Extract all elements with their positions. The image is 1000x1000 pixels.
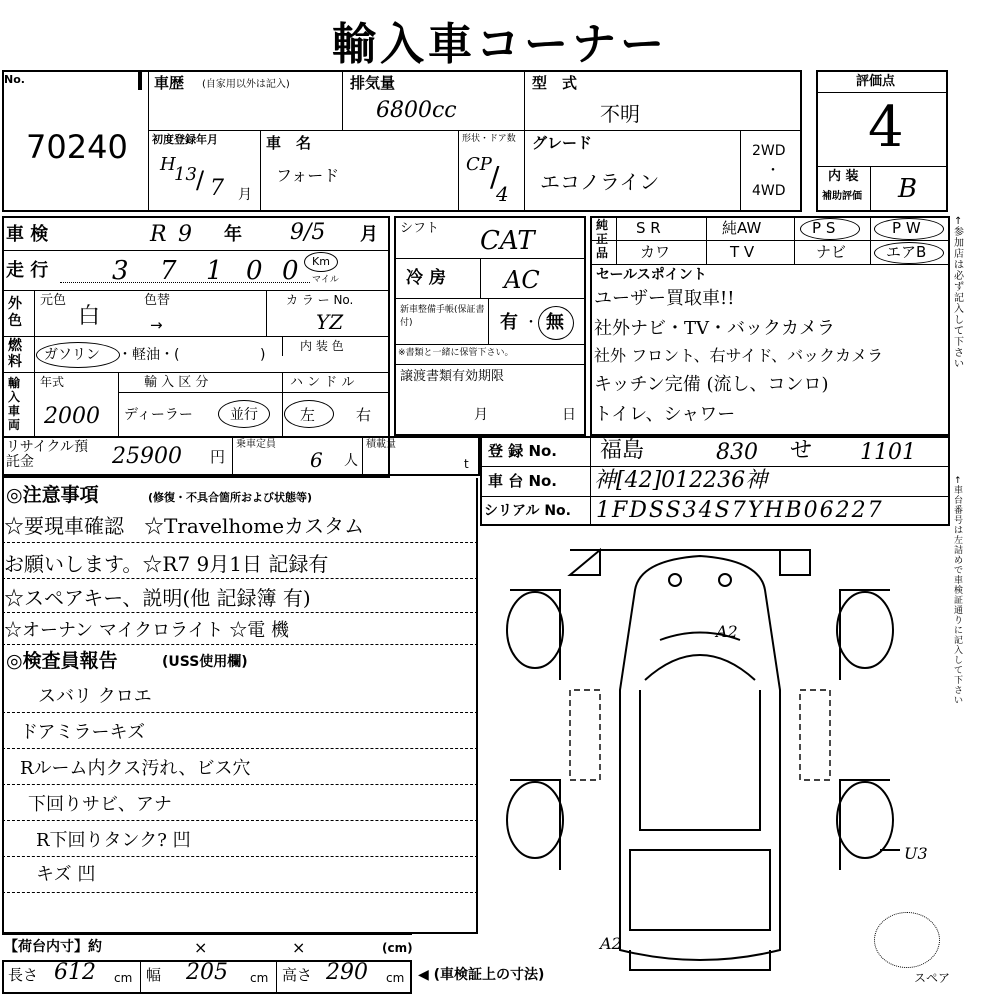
- fuel-close: ): [260, 347, 266, 363]
- inspector-line: ドアミラーキズ: [20, 722, 146, 743]
- right-side-note-bottom: ↑ 車台番号は左詰めで車検証通りに記入して下さい: [954, 476, 964, 706]
- transfer-label: 譲渡書類有効期限: [400, 369, 505, 384]
- inspector-line: Rルーム内クス汚れ、ビス穴: [20, 758, 251, 779]
- right-side-note-top: ↑ 参加店は必ず記入して下さい: [954, 216, 964, 370]
- grade-label: グレード: [532, 134, 593, 152]
- serial-value: 1FDSS34S7YHB06227: [596, 498, 884, 523]
- lot-number: 70240: [26, 128, 128, 166]
- grade-value: エコノライン: [540, 170, 660, 194]
- mileage-digit: 0: [282, 256, 299, 286]
- cargo-x2: ×: [292, 938, 306, 957]
- car-name-value: フォード: [276, 166, 340, 185]
- first-reg-year: 13: [174, 164, 197, 185]
- inspection-year-unit: 年: [224, 224, 242, 245]
- height-label: 高さ: [282, 966, 313, 984]
- chassis-value: 神[42]012236神: [594, 468, 768, 493]
- aux-eval-label: 補助評価: [822, 191, 862, 202]
- inspector-line: スバリ クロエ: [38, 686, 152, 707]
- shape-doors-label: 形状・ドア数: [462, 134, 516, 144]
- serial-label: シリアル No.: [484, 503, 571, 519]
- displacement-value: 6800cc: [376, 98, 457, 123]
- damage-mark: A2: [716, 622, 738, 641]
- original-color-label: 元色: [40, 293, 67, 308]
- spare-label: スペア: [914, 971, 951, 985]
- model-year-label: 年式: [40, 375, 65, 389]
- dims-note: ◀ (車検証上の寸法): [418, 967, 545, 983]
- inspector-line: 下回りサビ、アナ: [28, 794, 172, 815]
- inspection-month-unit: 月: [360, 224, 378, 245]
- first-reg-month-unit: 月: [238, 187, 252, 203]
- sales-line: 社外 フロント、右サイド、バックカメラ: [594, 346, 884, 365]
- load-label: 積載量: [366, 439, 396, 450]
- mileage-label: 走 行: [6, 260, 49, 281]
- height-unit: cm: [386, 971, 405, 985]
- aircon-value: AC: [504, 266, 540, 294]
- equipment-side-label: 純正品: [596, 218, 609, 260]
- cargo-unit: (cm): [382, 941, 413, 955]
- transfer-day: 日: [562, 407, 576, 423]
- exterior-color-side-label: 外色: [8, 296, 22, 329]
- spare-circle: [874, 912, 940, 968]
- note-line: ☆オーナン マイクロライト ☆電 機: [4, 620, 290, 641]
- capacity-label: 乗車定員: [236, 439, 276, 450]
- sales-line: キッチン完備 (流し、コンロ): [594, 374, 829, 395]
- registration-number: 1101: [860, 440, 916, 465]
- cargo-x1: ×: [194, 938, 208, 957]
- import-class-label: 輸 入 区 分: [144, 375, 209, 390]
- sales-line: 社外ナビ・TV・バックカメラ: [594, 318, 836, 339]
- length-value: 612: [54, 960, 96, 985]
- registration-label: 登 録 No.: [488, 442, 558, 460]
- registration-class: 830: [716, 440, 758, 465]
- color-change-label: 色替: [144, 293, 171, 308]
- score-label: 評価点: [856, 74, 896, 89]
- sales-line: トイレ、シャワー: [594, 404, 736, 425]
- fuel-gasoline: ガソリン: [44, 347, 100, 363]
- note-line: お願いします。☆R7 9月1日 記録有: [4, 552, 329, 576]
- equip-pw: P W: [892, 219, 921, 237]
- cargo-label: 【荷台内寸】約: [4, 939, 102, 955]
- color-change-arrow: →: [150, 316, 163, 334]
- manual-no: 無: [546, 312, 564, 333]
- mileage-digit: 3: [112, 256, 129, 286]
- lot-no-label: No.: [4, 73, 25, 86]
- inspector-sub: (USS使用欄): [162, 654, 248, 670]
- car-name-label: 車 名: [266, 134, 312, 152]
- recycle-value: 25900: [112, 444, 182, 469]
- model-value: 不明: [600, 102, 640, 126]
- length-label: 長さ: [8, 966, 39, 984]
- mileage-digit: 7: [160, 256, 177, 286]
- color-code-label: カ ラ ー No.: [286, 293, 354, 307]
- load-unit: t: [464, 457, 469, 471]
- capacity-unit: 人: [344, 453, 358, 469]
- import-dealer: ディーラー: [124, 407, 193, 423]
- shift-value: CAT: [480, 226, 535, 256]
- damage-mark: U3: [904, 844, 928, 863]
- width-value: 205: [186, 960, 228, 985]
- import-parallel: 並行: [230, 407, 258, 423]
- note-line: ☆スペアキー、説明(他 記録簿 有): [4, 586, 311, 610]
- width-unit: cm: [250, 971, 269, 985]
- doors-value: 4: [496, 182, 509, 206]
- equip-airbag: エアB: [886, 243, 927, 261]
- mileage-unit-mile: マイル: [312, 275, 339, 285]
- manual-yes: 有: [500, 312, 518, 333]
- shift-label: シフト: [400, 221, 440, 236]
- displacement-label: 排気量: [350, 74, 396, 92]
- equip-leather: カワ: [640, 243, 671, 261]
- history-label: 車歴: [154, 74, 185, 92]
- chassis-label: 車 台 No.: [488, 472, 558, 490]
- inspector-line: キズ 凹: [36, 864, 96, 885]
- history-note: (自家用以外は記入): [202, 79, 290, 90]
- aircon-label: 冷 房: [406, 268, 446, 288]
- import-side-label: 輸入車両: [8, 376, 21, 432]
- interior-color-label: 内 装 色: [300, 339, 344, 353]
- handle-right: 右: [356, 406, 372, 424]
- drive-4wd: 4WD: [752, 183, 786, 199]
- inspection-era: R: [150, 222, 167, 247]
- interior-value: B: [898, 174, 918, 204]
- sales-label: セールスポイント: [596, 267, 707, 283]
- damage-mark: A2: [600, 934, 622, 953]
- first-reg-month: 7: [210, 176, 224, 201]
- inspection-label: 車 検: [6, 224, 49, 245]
- score-value: 4: [868, 95, 904, 160]
- notes-sub: (修復・不具合箇所および状態等): [148, 491, 313, 504]
- first-reg-label: 初度登録年月: [152, 133, 218, 146]
- drive-dot: ・: [766, 163, 780, 179]
- equip-ps: P S: [812, 219, 836, 237]
- car-damage-diagram: [480, 530, 950, 990]
- registration-place: 福島: [600, 438, 645, 463]
- mileage-unit-km: Km: [312, 255, 330, 268]
- model-year-value: 2000: [44, 404, 100, 429]
- inspection-year: 9: [178, 222, 192, 247]
- shape-value: CP: [466, 154, 492, 175]
- original-color-value: 白: [78, 304, 101, 329]
- notes-label: ◎注意事項: [6, 484, 99, 506]
- drive-2wd: 2WD: [752, 143, 786, 159]
- page-title: 輸入車コーナー: [332, 19, 668, 70]
- equip-navi: ナビ: [816, 243, 847, 261]
- inspector-line: R下回りタンク? 凹: [36, 830, 191, 851]
- registration-kana: せ: [790, 438, 813, 463]
- equip-aw: 純AW: [722, 219, 762, 237]
- recycle-label: リサイクル預託金: [6, 439, 89, 470]
- height-value: 290: [326, 960, 368, 985]
- first-reg-era: H: [160, 154, 176, 175]
- capacity-value: 6: [310, 448, 323, 472]
- equip-tv: T V: [730, 243, 755, 261]
- mileage-digit: 1: [206, 256, 223, 286]
- interior-label: 内 装: [828, 169, 859, 184]
- fuel-diesel: ・軽油・(: [118, 347, 180, 363]
- inspector-label: ◎検査員報告: [6, 650, 118, 672]
- manual-note: ※書類と一緒に保管下さい。: [398, 348, 514, 358]
- model-label: 型 式: [532, 74, 578, 92]
- inspection-date: 9/5: [290, 220, 326, 245]
- length-unit: cm: [114, 971, 133, 985]
- handle-label: ハ ン ド ル: [290, 375, 355, 390]
- color-code-value: YZ: [316, 310, 344, 334]
- equip-sr: S R: [636, 219, 661, 237]
- transfer-month: 月: [474, 407, 488, 423]
- handle-left: 左: [300, 406, 316, 424]
- width-label: 幅: [146, 966, 162, 984]
- manual-label: 新車整備手帳(保証書付): [400, 305, 485, 328]
- sales-line: ユーザー買取車!!: [594, 288, 735, 309]
- mileage-digit: 0: [246, 256, 263, 286]
- note-line: ☆要現車確認 ☆Travelhomeカスタム: [4, 514, 365, 538]
- fuel-side-label: 燃料: [8, 338, 22, 370]
- recycle-unit: 円: [210, 448, 226, 466]
